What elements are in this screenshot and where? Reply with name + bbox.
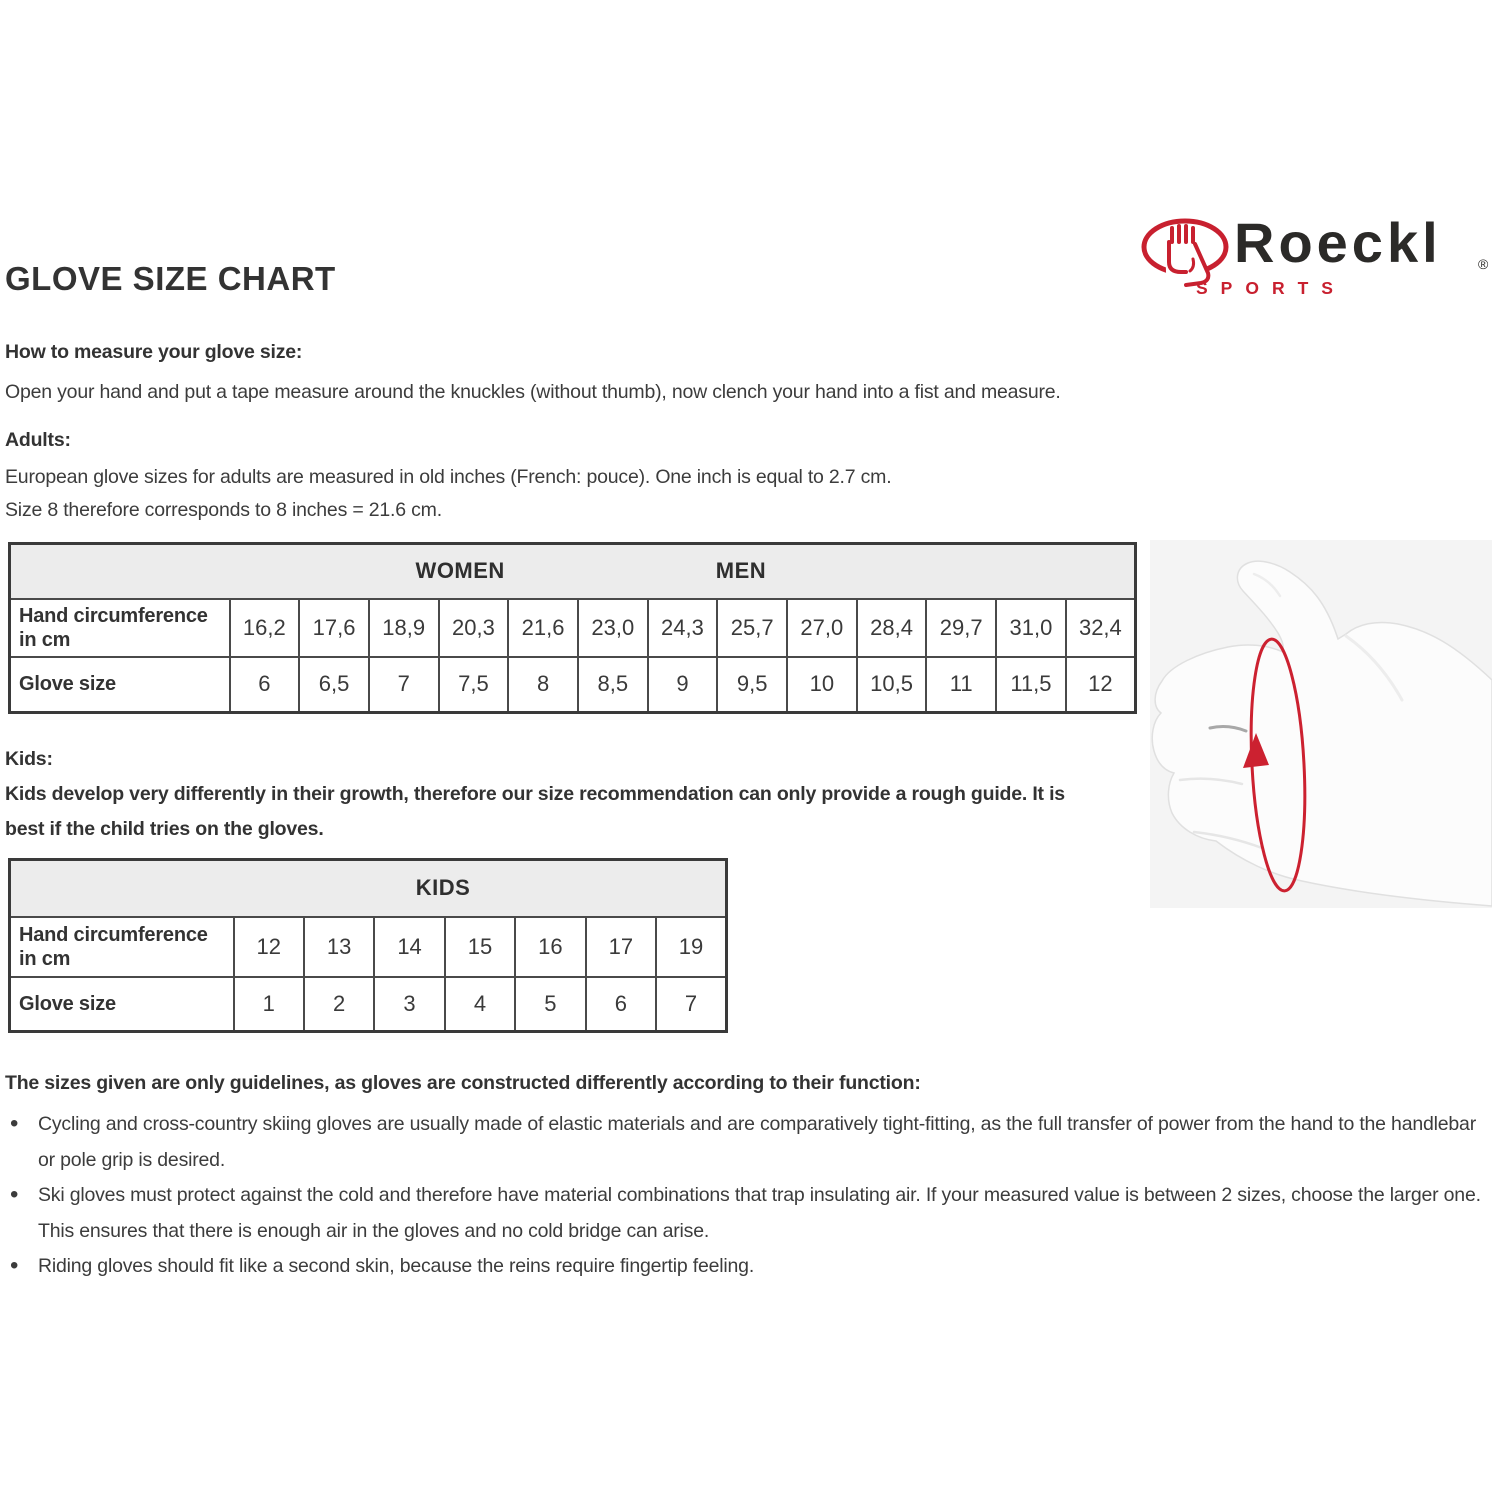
- adult-circumference-value: 21,6: [508, 599, 578, 657]
- roeckl-sports-label: SPORTS: [1196, 278, 1346, 298]
- guideline-cycling: • Cycling and cross-country skiing gloves are usually made of elastic materials and are comparatively tight-fitting, as the full transfer of power from the hand to the handlebar or pole grip is desired.: [5, 1107, 1493, 1178]
- kids-glove-size-value: 6: [586, 977, 656, 1032]
- kids-circumference-value: 15: [445, 917, 515, 977]
- measure-instruction-body: Open your hand and put a tape measure around the knuckles (without thumb), now clench your hand into a fist and measure.: [5, 381, 1061, 403]
- kids-glove-size-value: 7: [656, 977, 726, 1032]
- adult-glove-size-value: 6,5: [299, 657, 369, 713]
- guideline-riding: • Riding gloves should fit like a second skin, because the reins require fingertip feeling.: [5, 1249, 1493, 1285]
- adult-glove-size-value: 12: [1066, 657, 1136, 713]
- adult-glove-size-value: 7: [369, 657, 439, 713]
- adult-circumference-value: 31,0: [996, 599, 1066, 657]
- men-column-group-label: MEN: [715, 558, 767, 584]
- adult-glove-size-value: 8,5: [578, 657, 648, 713]
- kids-heading: Kids:: [5, 748, 53, 770]
- adults-heading: Adults:: [5, 429, 71, 451]
- kids-glove-size-row-header: Glove size: [10, 977, 234, 1032]
- adult-circumference-value: 18,9: [369, 599, 439, 657]
- roeckl-wordmark: Roeckl: [1234, 211, 1442, 274]
- adult-glove-size-value: 9,5: [717, 657, 787, 713]
- kids-glove-size-value: 2: [304, 977, 374, 1032]
- kids-text: Kids develop very differently in their growth, therefore our size recommendation can only provide a rough guide. It is best if the child tries on the gloves.: [5, 783, 1065, 840]
- guidelines-list: [5, 1107, 1493, 1285]
- adult-circumference-row: [10, 599, 1136, 657]
- adult-table-group-header-cell: [10, 544, 1136, 599]
- registered-trademark-symbol: ®: [1478, 256, 1489, 272]
- adult-circumference-value: 24,3: [648, 599, 718, 657]
- women-column-group-label: WOMEN: [415, 558, 505, 584]
- adult-circumference-value: 17,6: [299, 599, 369, 657]
- kids-glove-size-value: 4: [445, 977, 515, 1032]
- roeckl-logo: [1140, 211, 1500, 316]
- adult-circumference-row-header: Hand circumference in cm: [10, 599, 230, 657]
- hand-measurement-illustration: [1150, 540, 1492, 908]
- kids-circumference-value: 16: [515, 917, 585, 977]
- adult-circumference-value: 29,7: [926, 599, 996, 657]
- adult-circumference-value: 27,0: [787, 599, 857, 657]
- kids-circumference-row: [10, 917, 727, 977]
- adult-circumference-value: 23,0: [578, 599, 648, 657]
- adults-text-line2: Size 8 therefore corresponds to 8 inches = 21.6 cm.: [5, 499, 442, 521]
- adult-glove-size-value: 8: [508, 657, 578, 713]
- adult-circumference-value: 28,4: [857, 599, 927, 657]
- adult-circumference-value: 16,2: [230, 599, 300, 657]
- kids-glove-size-value: 5: [515, 977, 585, 1032]
- kids-glove-size-value: 1: [234, 977, 304, 1032]
- adult-glove-size-row: [10, 657, 1136, 713]
- kids-circumference-value: 17: [586, 917, 656, 977]
- kids-column-group-label: KIDS: [415, 875, 471, 901]
- adult-glove-size-value: 9: [648, 657, 718, 713]
- kids-table-group-header-row: [10, 860, 727, 917]
- adult-circumference-value: 20,3: [439, 599, 509, 657]
- kids-circumference-value: 12: [234, 917, 304, 977]
- adult-glove-size-value: 7,5: [439, 657, 509, 713]
- adult-size-table: [8, 542, 1137, 714]
- guidelines-heading: The sizes given are only guidelines, as gloves are constructed differently according to their function:: [5, 1072, 921, 1094]
- guideline-ski: • Ski gloves must protect against the cold and therefore have material combinations that trap insulating air. If your measured value is between 2 sizes, choose the larger one. This ensures that there is enough air in the gloves and no cold bridge can arise.: [5, 1178, 1493, 1249]
- kids-glove-size-row: [10, 977, 727, 1032]
- kids-circumference-value: 14: [374, 917, 444, 977]
- adults-text-line1: European glove sizes for adults are measured in old inches (French: pouce). One inch is equal to 2.7 cm.: [5, 466, 892, 488]
- kids-circumference-row-header: Hand circumference in cm: [10, 917, 234, 977]
- kids-circumference-value: 13: [304, 917, 374, 977]
- adult-glove-size-value: 11,5: [996, 657, 1066, 713]
- kids-glove-size-value: 3: [374, 977, 444, 1032]
- kids-size-table: [8, 858, 728, 1033]
- adult-glove-size-value: 11: [926, 657, 996, 713]
- adult-table-group-header-row: [10, 544, 1136, 599]
- adult-circumference-value: 32,4: [1066, 599, 1136, 657]
- page-title: GLOVE SIZE CHART: [5, 260, 336, 297]
- measure-instruction-heading: How to measure your glove size:: [5, 341, 303, 363]
- adult-glove-size-row-header: Glove size: [10, 657, 230, 713]
- kids-table-group-header-cell: [10, 860, 727, 917]
- kids-circumference-value: 19: [656, 917, 726, 977]
- adult-glove-size-value: 6: [230, 657, 300, 713]
- adult-glove-size-value: 10: [787, 657, 857, 713]
- adult-glove-size-value: 10,5: [857, 657, 927, 713]
- adult-circumference-value: 25,7: [717, 599, 787, 657]
